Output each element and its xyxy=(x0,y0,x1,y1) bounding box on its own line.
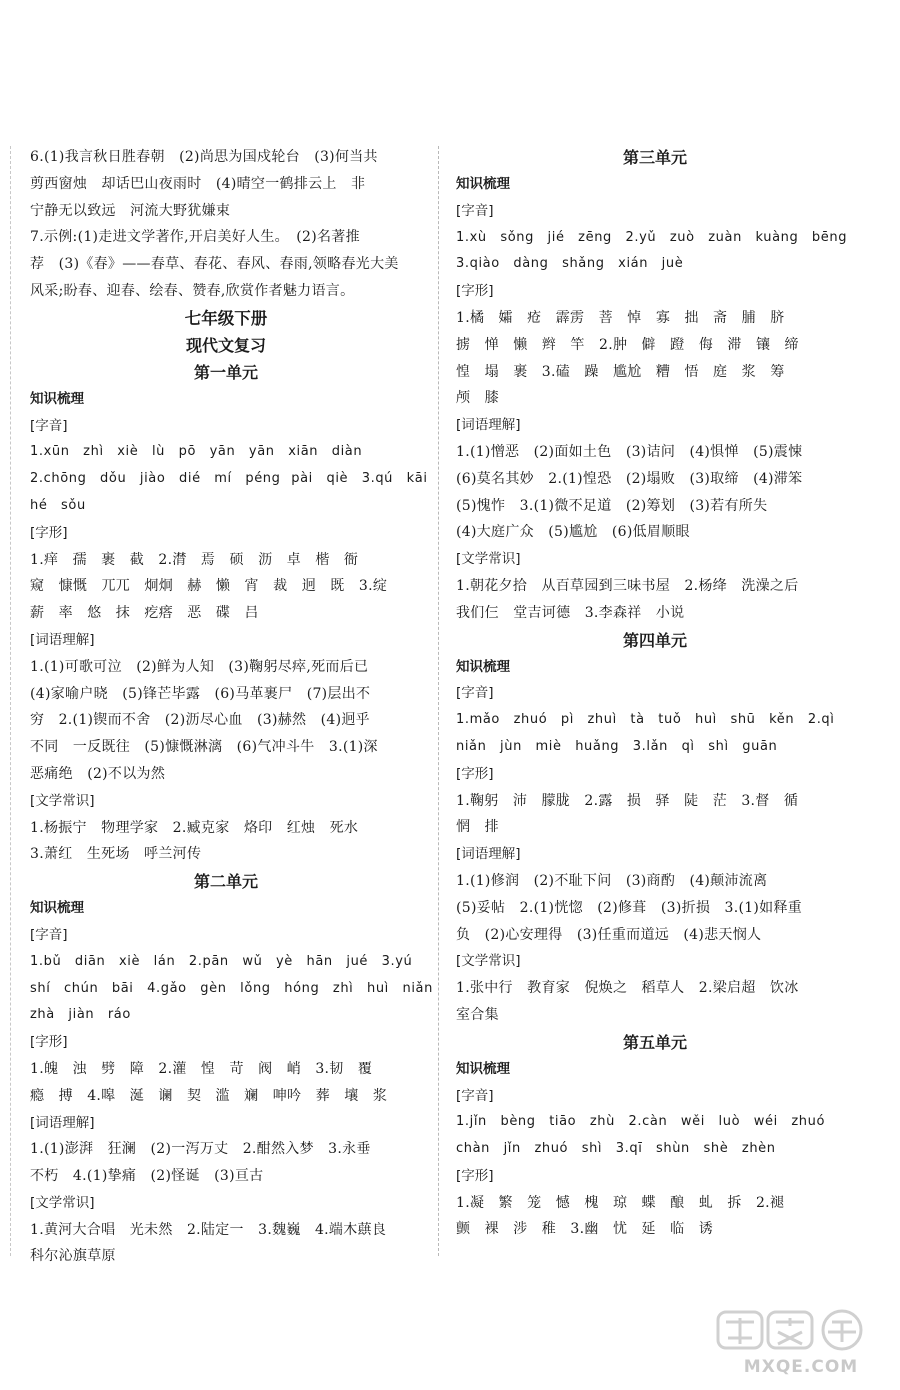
pinyin-line: niǎn jùn miè huǎng 3.lǎn qì shì guān xyxy=(456,738,778,754)
char-line: 1.橘 孀 疮 霹雳 菩 悼 寡 拙 斋 脯 脐 xyxy=(456,309,785,326)
ci-yu-tag: [词语理解] xyxy=(30,1114,95,1131)
vocab-line: 1.(1)可歌可泣 (2)鲜为人知 (3)鞠躬尽瘁,死而后已 xyxy=(30,658,369,675)
answer-line: 7.示例:(1)走进文学著作,开启美好人生。 (2)名著推 xyxy=(30,229,360,246)
zi-yin-tag: [字音] xyxy=(456,202,494,219)
unit-2 xyxy=(30,868,433,1270)
left-column xyxy=(30,144,433,1270)
wen-xue-tag: [文学常识] xyxy=(456,953,521,970)
answer-line: 6.(1)我言秋日胜春朝 (2)尚思为国戍轮台 (3)何当共 xyxy=(30,149,378,165)
watermark-logo xyxy=(716,1308,886,1378)
zi-xing-tag: [字形] xyxy=(456,1167,494,1184)
zi-xing-tag: [字形] xyxy=(30,524,68,541)
literature-line: 1.杨振宁 物理学家 2.臧克家 烙印 红烛 死水 xyxy=(30,819,359,836)
vocab-line: (5)妥帖 2.(1)恍惚 (2)修葺 (3)折损 3.(1)如释重 xyxy=(456,899,803,916)
literature-line: 1.黄河大合唱 光未然 2.陆定一 3.魏巍 4.端木蕻良 xyxy=(30,1221,387,1238)
knowledge-heading: 知识梳理 xyxy=(456,176,510,192)
pinyin-line: 2.chōng dǒu jiào dié mí péng pài qiè 3.qú kāi xyxy=(30,471,428,487)
char-line: 薪 率 悠 抹 疙瘩 恶 碟 吕 xyxy=(30,605,259,622)
svg-text:MXQE.COM: MXQE.COM xyxy=(743,1357,859,1377)
char-line: 1.鞠躬 沛 朦胧 2.露 损 驿 陡 茫 3.督 循 xyxy=(456,792,799,809)
knowledge-heading: 知识梳理 xyxy=(456,658,510,675)
wen-xue-tag: [文学常识] xyxy=(30,1194,95,1211)
char-line: 窥 慷慨 兀兀 炯炯 赫 懒 宵 裁 迥 既 3.绽 xyxy=(30,578,388,595)
char-line: 1.魄 浊 劈 障 2.灌 惶 苛 阀 峭 3.韧 覆 xyxy=(30,1060,373,1077)
unit-title: 第三单元 xyxy=(622,148,687,167)
literature-line: 1.张中行 教育家 倪焕之 稻草人 2.梁启超 饮冰 xyxy=(456,980,799,997)
right-column xyxy=(456,144,854,1243)
knowledge-heading: 知识梳理 xyxy=(30,390,84,407)
zi-xing-tag: [字形] xyxy=(456,765,494,782)
vocab-line: 负 (2)心安理得 (3)任重而道远 (4)悲天悯人 xyxy=(456,926,762,943)
intro-answers xyxy=(30,144,422,305)
zi-xing-tag: [字形] xyxy=(456,283,494,300)
literature-line: 室合集 xyxy=(456,1006,499,1023)
literature-line: 3.萧红 生死场 呼兰河传 xyxy=(30,846,202,863)
wen-xue-tag: [文学常识] xyxy=(30,792,95,809)
unit-5 xyxy=(456,1029,854,1244)
pinyin-line: 1.xūn zhì xiè lù pō yān yān xiān diàn xyxy=(30,444,363,460)
section-title: 现代文复习 xyxy=(185,335,266,355)
char-line: 1.痒 孺 裹 截 2.潸 焉 硕 沥 卓 楷 衙 xyxy=(30,551,359,568)
vocab-line: 1.(1)憎恶 (2)面如土色 (3)诘问 (4)惧惮 (5)震悚 xyxy=(456,443,803,460)
char-line: 颤 裸 涉 稚 3.幽 忧 延 临 诱 xyxy=(456,1221,714,1238)
vocab-line: (5)愧怍 3.(1)微不足道 (2)筹划 (3)若有所失 xyxy=(456,497,768,514)
literature-line: 科尔沁旗草原 xyxy=(30,1248,116,1265)
zi-yin-tag: [字音] xyxy=(456,1087,494,1104)
unit-title: 第一单元 xyxy=(193,362,258,382)
pinyin-line: 1.xù sǒng jié zēng 2.yǔ zuò zuàn kuàng bēng xyxy=(456,229,848,245)
ci-yu-tag: [词语理解] xyxy=(456,417,521,434)
left-margin-rule xyxy=(10,146,11,1256)
answer-line: 剪西窗烛 却话巴山夜雨时 (4)晴空一鹤排云上 非 xyxy=(30,175,366,192)
pinyin-line: zhà jiàn ráo xyxy=(30,1007,131,1023)
ci-yu-tag: [词语理解] xyxy=(456,846,521,863)
vocab-line: (6)莫名其妙 2.(1)惶恐 (2)塌败 (3)取缔 (4)滞笨 xyxy=(456,470,803,487)
unit-title: 第四单元 xyxy=(622,630,687,650)
pinyin-line: 1.jǐn bèng tiāo zhù 2.càn wěi luò wéi zhuó xyxy=(456,1114,826,1130)
answer-line: 宁静无以致远 河流大野犹嫌束 xyxy=(30,202,231,219)
ci-yu-tag: [词语理解] xyxy=(30,631,95,648)
char-line: 惘 排 xyxy=(456,819,499,836)
vocab-line: (4)家喻户晓 (5)锋芒毕露 (6)马革裹尸 (7)层出不 xyxy=(30,685,371,702)
char-line: 瘾 搏 4.嗥 涎 谰 契 滥 斓 呻吟 葬 壤 浆 xyxy=(30,1087,388,1104)
knowledge-heading: 知识梳理 xyxy=(456,1060,510,1077)
vocab-line: 1.(1)澎湃 狂澜 (2)一泻万丈 2.酣然入梦 3.永垂 xyxy=(30,1141,371,1158)
char-line: 颅 膝 xyxy=(456,390,499,407)
unit-1 xyxy=(30,359,428,868)
pinyin-line: chàn jǐn zhuó shì 3.qī shùn shè zhèn xyxy=(456,1141,776,1157)
zi-yin-tag: [字音] xyxy=(30,926,68,943)
unit-title: 第五单元 xyxy=(622,1032,687,1052)
char-line: 惶 塌 裹 3.磕 躁 尴尬 糟 悟 庭 浆 筹 xyxy=(456,363,785,380)
unit-3 xyxy=(456,144,854,627)
unit-title: 第二单元 xyxy=(193,872,258,892)
wen-xue-tag: [文学常识] xyxy=(456,551,521,568)
grade-title: 七年级下册 xyxy=(184,308,268,328)
vocab-line: 不同 一反既往 (5)慷慨淋漓 (6)气冲斗牛 3.(1)深 xyxy=(30,739,378,756)
pinyin-line: 1.mǎo zhuó pì zhuì tà tuǒ huì shū kěn 2.qì xyxy=(456,712,835,728)
pinyin-line: 3.qiào dàng shǎng xián juè xyxy=(456,256,684,272)
unit-4 xyxy=(456,627,854,1029)
vocab-line: 穷 2.(1)锲而不舍 (2)沥尽心血 (3)赫然 (4)迥乎 xyxy=(30,712,370,729)
vocab-line: (4)大庭广众 (5)尴尬 (6)低眉顺眼 xyxy=(456,524,690,541)
zi-yin-tag: [字音] xyxy=(456,685,494,702)
char-line: 掳 惮 懒 辫 竿 2.肿 僻 蹬 侮 滞 镶 缔 xyxy=(456,336,799,353)
pinyin-line: shí chún bāi 4.gǎo gèn lǒng hóng zhì huì niǎn xyxy=(30,980,433,996)
literature-line: 1.朝花夕拾 从百草园到三味书屋 2.杨绛 洗澡之后 xyxy=(456,577,799,594)
pinyin-line: 1.bǔ diān xiè lán 2.pān wǔ yè hān jué 3.yú xyxy=(30,953,413,969)
pinyin-line: hé sǒu xyxy=(30,497,86,513)
vocab-line: 恶痛绝 (2)不以为然 xyxy=(30,765,166,782)
answer-line: 荐 (3)《春》——春草、春花、春风、春雨,领略春光大美 xyxy=(30,256,399,273)
vocab-line: 不朽 4.(1)挚痛 (2)怪诞 (3)亘古 xyxy=(30,1168,264,1185)
answer-line: 风采;盼春、迎春、绘春、赞春,欣赏作者魅力语言。 xyxy=(30,282,355,299)
literature-line: 我们仨 堂吉诃德 3.李森祥 小说 xyxy=(456,604,685,621)
column-divider xyxy=(438,146,439,1256)
vocab-line: 1.(1)修润 (2)不耻下问 (3)商酌 (4)颠沛流离 xyxy=(456,872,768,889)
char-line: 1.凝 繁 笼 憾 槐 琼 蝶 酿 虬 拆 2.褪 xyxy=(456,1194,785,1211)
zi-xing-tag: [字形] xyxy=(30,1034,68,1051)
knowledge-heading: 知识梳理 xyxy=(30,900,84,917)
zi-yin-tag: [字音] xyxy=(30,417,68,434)
